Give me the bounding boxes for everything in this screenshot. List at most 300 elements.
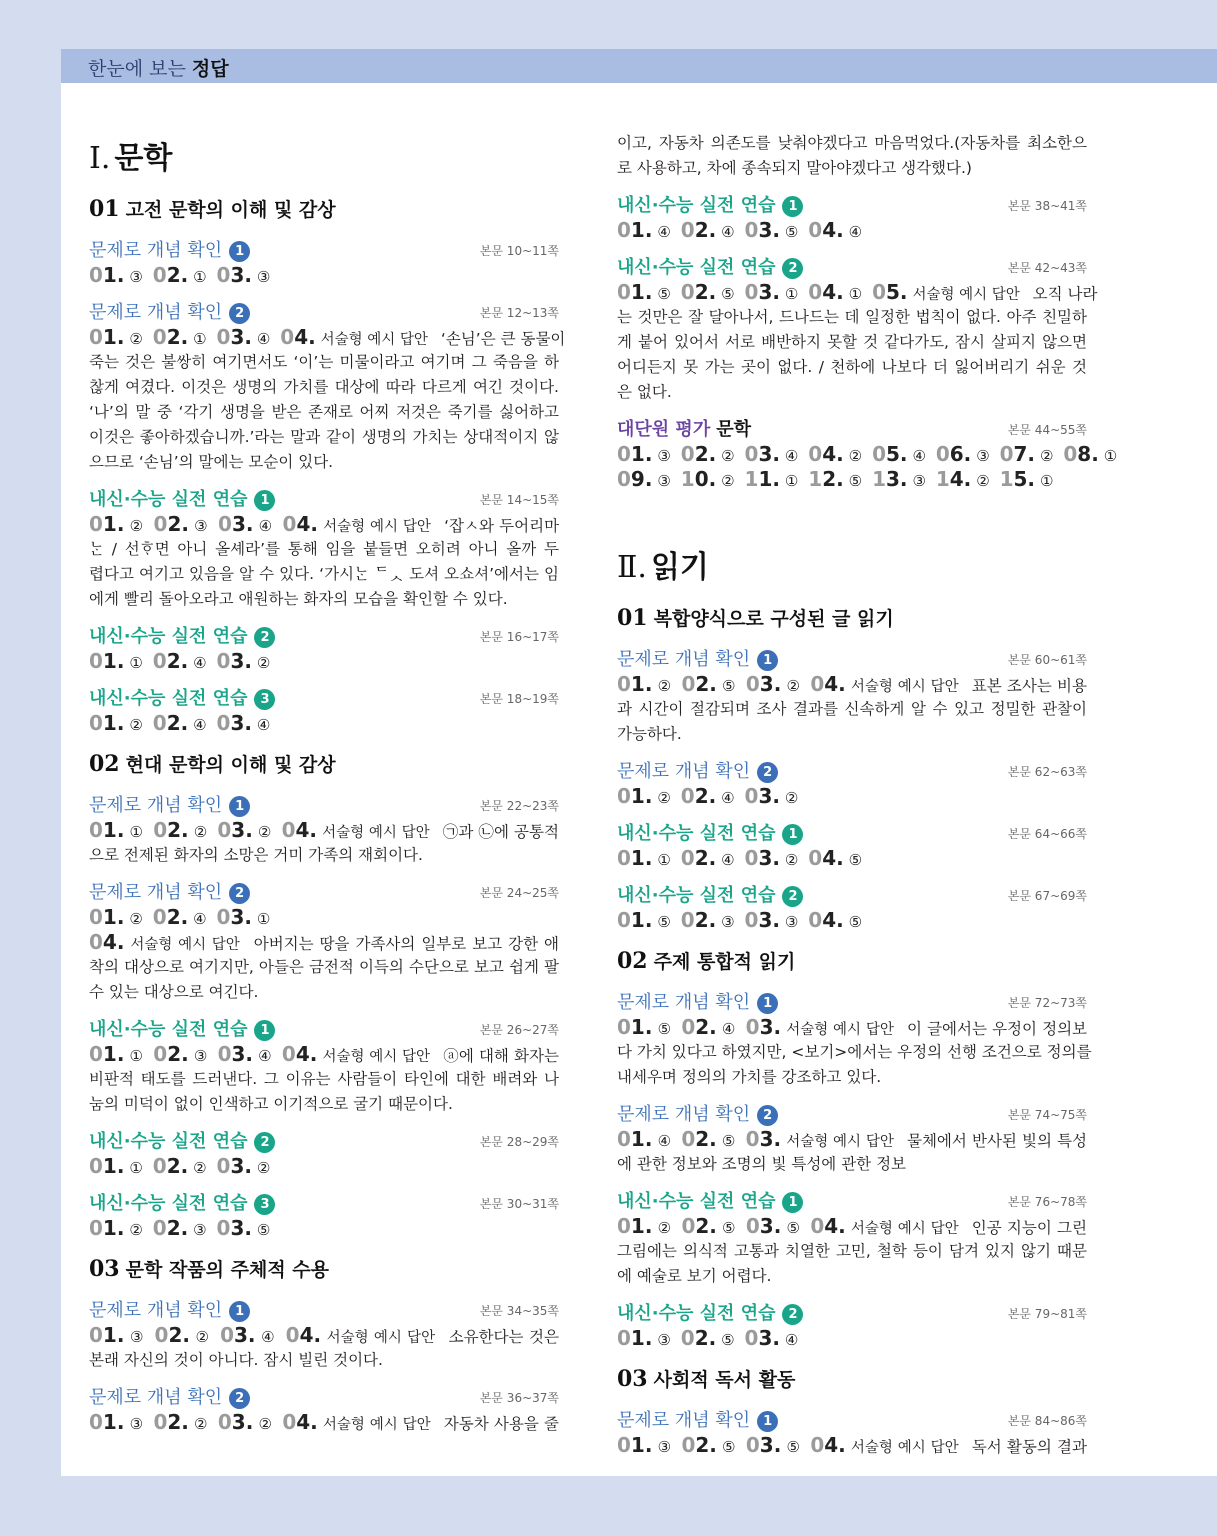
question-number: 01. [89, 1410, 125, 1434]
question-number: 02. [680, 280, 717, 304]
number-badge: 2 [229, 883, 250, 904]
section-heading [617, 1365, 1087, 1392]
question-number: 01. [89, 1154, 125, 1178]
question-number-digit-light: 0 [744, 442, 759, 466]
question-number-digit-light: 0 [808, 280, 823, 304]
question-number: 01. [89, 263, 125, 287]
question-number-digit-light: 0 [744, 280, 759, 304]
question-number-digit-light: 0 [617, 784, 631, 808]
subsection-label: 대단원 평가 [617, 419, 711, 440]
question-number: 01. [617, 218, 653, 242]
answer-line [89, 1067, 559, 1092]
question-number: 03. [216, 1154, 252, 1178]
answer-choice: ④ [258, 1047, 272, 1065]
answer-line [89, 512, 559, 537]
answer-text: 가능하다. [617, 725, 682, 743]
answer-line [617, 722, 1087, 747]
answer-text: 내세우며 정의의 가치를 강조하고 있다. [617, 1068, 882, 1086]
subsection-label: 내신·수능 실전 연습 [617, 885, 776, 906]
part-title [617, 542, 1087, 586]
answer-line [617, 218, 1087, 243]
answer-text: 이것은 좋아하겠습니까.’라는 말과 같이 생명의 가치는 상대적이지 않 [89, 428, 559, 446]
subsection-label: 내신·수능 실전 연습 [89, 626, 248, 647]
answer-choice: ⑤ [722, 1438, 736, 1456]
question-number-digit-light: 0 [89, 1042, 103, 1066]
answer-choice: ⑤ [721, 285, 735, 303]
answer-choice: ② [657, 1219, 672, 1237]
number-badge: 2 [254, 1132, 275, 1153]
question-number-digit-light: 0 [89, 1154, 103, 1178]
question-number: 03. [745, 672, 782, 696]
answer-line [617, 355, 1087, 380]
question-number: 02. [681, 1127, 717, 1151]
question-number: 02. [153, 818, 189, 842]
answer-choice: ③ [129, 1328, 145, 1346]
question-number: 01. [617, 280, 653, 304]
answer-line [617, 1152, 1087, 1177]
question-number-digit-light: 0 [89, 1216, 103, 1240]
answer-choice: ③ [657, 447, 671, 465]
question-number: 01. [617, 1127, 653, 1151]
part-title [89, 133, 559, 177]
question-number-digit-light: 0 [999, 442, 1014, 466]
question-number: 04. [282, 512, 318, 536]
answer-text: 렵다고 여기고 있음을 알 수 있다. ‘가시ᄂᆞᆫ ᄃᆺ 도셔 오쇼셔’에서는 임 [89, 565, 559, 583]
question-number: 05. [872, 280, 908, 304]
question-number: 01. [89, 711, 125, 735]
page-reference: 본문 84~86쪽 [1007, 1414, 1087, 1428]
number-badge: 2 [229, 303, 250, 324]
answer-text: 게 붙어 있어서 서로 배반하지 못할 것 같다가도, 잠시 살피지 않으면 [617, 333, 1087, 351]
essay-tag: 서술형 예시 답안 [322, 825, 430, 841]
question-number: 03. [744, 442, 780, 466]
answer-choice: ③ [256, 268, 271, 286]
answer-line [617, 305, 1087, 330]
answer-choice: ① [1039, 472, 1054, 490]
section-title: 현대 문학의 이해 및 감상 [125, 754, 336, 776]
question-number: 07. [999, 442, 1036, 466]
page-reference: 본문 72~73쪽 [1007, 996, 1087, 1010]
question-number: 01. [617, 1214, 653, 1238]
question-number: 02. [680, 218, 717, 242]
subsection-heading [617, 819, 1087, 846]
question-number: 04. [280, 325, 316, 349]
question-number-digit-light: 0 [808, 846, 823, 870]
question-number-digit-light: 0 [680, 1326, 695, 1350]
question-number-digit-light: 0 [681, 1015, 696, 1039]
question-number: 03. [217, 818, 253, 842]
question-number: 03. [744, 908, 780, 932]
subsection-label: 내신·수능 실전 연습 [617, 823, 776, 844]
subsection-heading [89, 485, 559, 512]
question-number-digit-light: 0 [617, 442, 631, 466]
answer-text: 눔의 미덕이 없이 인색하고 이기적으로 굴기 때문이다. [89, 1095, 453, 1113]
answer-text: ‘나’의 말 중 ‘각기 생명을 받은 존재로 어찌 저것은 죽기를 싫어하고 [89, 403, 559, 421]
question-number: 04. [282, 1410, 318, 1434]
answer-choice: ① [848, 285, 863, 303]
subsection-label: 내신·수능 실전 연습 [617, 257, 776, 278]
subsection-label: 내신·수능 실전 연습 [617, 1191, 776, 1212]
question-number-digit-light: 0 [153, 818, 168, 842]
question-number: 04. [808, 846, 844, 870]
question-number: 02. [680, 908, 717, 932]
answer-line [617, 1065, 1087, 1090]
question-number: 03. [745, 1015, 782, 1039]
answer-line [617, 467, 1087, 492]
question-number-digit-light: 0 [152, 325, 167, 349]
answer-choice: ② [786, 677, 801, 695]
number-badge: 1 [229, 1301, 250, 1322]
question-number-digit-light: 0 [152, 649, 167, 673]
question-number-digit-light: 1 [999, 467, 1014, 491]
answer-line [617, 380, 1087, 405]
answer-choice: ① [129, 1047, 144, 1065]
answer-choice: ④ [657, 1132, 672, 1150]
question-number: 02. [681, 1214, 717, 1238]
page-reference: 본문 14~15쪽 [479, 493, 559, 507]
subsection-label: 문제로 개념 확인 [89, 795, 223, 816]
question-number-digit-light: 0 [89, 818, 103, 842]
question-number-digit-light: 0 [745, 1433, 760, 1457]
answer-line [89, 325, 566, 350]
answer-choice: ① [193, 330, 207, 348]
question-number-digit-light: 0 [745, 1214, 760, 1238]
answer-choice: ④ [256, 330, 271, 348]
essay-tag: 서술형 예시 답안 [786, 1022, 894, 1038]
subsection-heading [617, 881, 1087, 908]
question-number: 02. [153, 512, 189, 536]
number-badge: 3 [254, 1194, 275, 1215]
answer-line [617, 1239, 1087, 1264]
subsection-heading [89, 1189, 559, 1216]
answer-line [617, 280, 1098, 305]
question-number-digit-light: 0 [810, 1214, 825, 1238]
answer-line [89, 1042, 559, 1067]
answer-choice: ② [129, 910, 143, 928]
answer-line [617, 156, 1087, 181]
answer-line [617, 1127, 1087, 1152]
section-number: 03 [617, 1366, 648, 1392]
header-title [88, 54, 229, 81]
answer-line [89, 980, 559, 1005]
number-badge: 2 [229, 1388, 250, 1409]
question-number-digit-light: 0 [217, 1410, 232, 1434]
page-reference: 본문 36~37쪽 [479, 1391, 559, 1405]
answer-text: 비판적 태도를 드러낸다. 그 이유는 사람들이 타인에 대한 배려와 나 [89, 1070, 559, 1088]
section-number: 01 [89, 196, 120, 222]
answer-text: 에 예술로 보기 어렵다. [617, 1267, 772, 1285]
answer-text: 아버지는 땅을 가족사의 일부로 보고 강한 애 [253, 935, 559, 953]
question-number-digit-light: 0 [744, 1326, 759, 1350]
subsection-label: 문제로 개념 확인 [617, 992, 751, 1013]
question-number-digit-light: 0 [744, 218, 759, 242]
question-number: 04. [281, 1042, 318, 1066]
question-number: 03. [745, 1433, 782, 1457]
question-number: 03. [216, 649, 252, 673]
answer-text: 에게 빨리 돌아오라고 애원하는 화자의 모습을 확인할 수 있다. [89, 590, 508, 608]
question-number-digit-light: 0 [617, 672, 631, 696]
question-number: 03. [744, 218, 780, 242]
number-badge: 1 [757, 1411, 778, 1432]
question-number: 01. [617, 1433, 653, 1457]
answer-choice: ⑤ [722, 1219, 736, 1237]
section-heading [89, 750, 559, 777]
question-number-digit-light: 0 [217, 818, 232, 842]
subsection-heading [89, 1296, 559, 1323]
answer-text: 으로 전제된 화자의 소망은 거미 가족의 재회이다. [89, 846, 423, 864]
answer-line [89, 1410, 559, 1435]
answer-text: 자동차 사용을 줄 [443, 1415, 559, 1433]
subsection-label: 문제로 개념 확인 [89, 1387, 223, 1408]
question-number: 01. [617, 784, 653, 808]
subsection-label: 내신·수능 실전 연습 [89, 1019, 248, 1040]
number-badge: 1 [782, 824, 803, 845]
answer-choice: ⑤ [786, 1219, 801, 1237]
answer-choice: ① [129, 1159, 143, 1177]
answer-choice: ⑤ [657, 913, 671, 931]
question-number: 03. [745, 1214, 782, 1238]
answer-choice: ④ [721, 851, 735, 869]
answer-page [61, 83, 1217, 1476]
question-number-digit-light: 0 [872, 280, 886, 304]
answer-line [89, 818, 559, 843]
answer-text: 이고, 자동차 의존도를 낮춰야겠다고 마음먹었다.(자동차를 최소한으 [617, 134, 1087, 152]
subsection-heading [89, 622, 559, 649]
question-number: 02. [152, 711, 189, 735]
question-number-digit-light: 0 [216, 1154, 231, 1178]
answer-choice: ② [256, 1159, 271, 1177]
question-number: 01. [617, 908, 653, 932]
question-number-digit-light: 0 [89, 649, 103, 673]
question-number: 04. [810, 672, 846, 696]
answer-text: 표본 조사는 비용 [971, 677, 1087, 695]
question-number-digit-light: 0 [617, 280, 631, 304]
question-number: 03. [216, 263, 252, 287]
answer-line [617, 330, 1087, 355]
question-number-digit-light: 0 [152, 1154, 167, 1178]
subsection-label: 내신·수능 실전 연습 [89, 1131, 248, 1152]
answer-line [89, 955, 559, 980]
page-reference: 본문 79~81쪽 [1007, 1307, 1087, 1321]
answer-choice: ② [721, 472, 735, 490]
question-number: 14. [935, 467, 972, 491]
answer-text: ⓐ에 대해 화자는 [443, 1047, 559, 1065]
question-number-digit-light: 0 [216, 711, 231, 735]
answer-choice: ② [129, 1221, 143, 1239]
subsection-heading [617, 1406, 1087, 1433]
answer-choice: ③ [194, 517, 208, 535]
page-reference: 본문 60~61쪽 [1007, 653, 1087, 667]
question-number-digit-light: 0 [744, 784, 759, 808]
answer-choice: ④ [721, 789, 735, 807]
page-reference: 본문 64~66쪽 [1007, 827, 1087, 841]
answer-choice: ⑤ [784, 223, 799, 241]
question-number-digit-light: 1 [872, 467, 886, 491]
part-name: 문학 [114, 141, 173, 176]
answer-line [89, 1092, 559, 1117]
question-number: 01. [89, 818, 125, 842]
answer-text: ㉠과 ㉡에 공통적 [442, 823, 559, 841]
answer-text: 물체에서 반사된 빛의 특성 [906, 1132, 1088, 1150]
question-number-digit-light: 0 [154, 1323, 169, 1347]
question-number: 01. [617, 442, 653, 466]
question-number: 15. [999, 467, 1036, 491]
answer-choice: ④ [193, 654, 207, 672]
essay-tag: 서술형 예시 답안 [322, 1417, 431, 1433]
question-number: 09. [617, 467, 653, 491]
answer-choice: ② [256, 654, 271, 672]
answer-choice: ② [784, 789, 799, 807]
subsection-label: 문제로 개념 확인 [617, 1104, 751, 1125]
answer-choice: ④ [256, 716, 271, 734]
answer-choice: ② [257, 823, 272, 841]
subsection-label: 문제로 개념 확인 [89, 302, 223, 323]
answer-choice: ⑤ [657, 285, 671, 303]
left-column [89, 83, 566, 1435]
question-number-digit-light: 0 [281, 1042, 296, 1066]
number-badge: 1 [782, 196, 803, 217]
number-badge: 3 [254, 689, 275, 710]
question-number: 02. [152, 649, 189, 673]
question-number: 01. [617, 846, 653, 870]
question-number-digit-light: 0 [808, 218, 823, 242]
question-number-digit-light: 0 [680, 908, 695, 932]
answer-line [89, 905, 559, 930]
question-number: 02. [154, 1323, 190, 1347]
section-title: 고전 문학의 이해 및 감상 [125, 199, 336, 221]
answer-choice: ③ [657, 1331, 671, 1349]
answer-line [617, 1214, 1087, 1239]
question-number-digit-light: 0 [216, 325, 231, 349]
answer-line [617, 1326, 1087, 1351]
question-number: 13. [872, 467, 908, 491]
question-number: 02. [152, 325, 189, 349]
essay-tag: 서술형 예시 답안 [850, 1221, 959, 1237]
question-number-digit-light: 0 [617, 1015, 631, 1039]
question-number: 02. [680, 846, 717, 870]
answer-line [89, 562, 559, 587]
question-number: 03. [217, 1410, 254, 1434]
page-reference: 본문 62~63쪽 [1007, 765, 1087, 779]
part-roman: Ⅱ. [617, 550, 647, 585]
question-number: 02. [680, 1326, 717, 1350]
question-number: 03. [216, 711, 252, 735]
answer-line [617, 784, 1087, 809]
answer-text: 착의 대상으로 여기지만, 아들은 금전적 이득의 수단으로 보고 쉽게 팔 [89, 958, 559, 976]
number-badge: 1 [782, 1192, 803, 1213]
answer-line [89, 350, 559, 375]
question-number-digit-light: 0 [745, 1015, 760, 1039]
answer-choice: ③ [129, 268, 143, 286]
question-number-digit-light: 0 [680, 280, 695, 304]
answer-choice: ⑤ [848, 851, 863, 869]
page-reference: 본문 18~19쪽 [479, 692, 559, 706]
subsection-heading [89, 684, 559, 711]
answer-choice: ③ [129, 1415, 144, 1433]
answer-choice: ① [784, 472, 799, 490]
answer-choice: ② [193, 1159, 207, 1177]
question-number-digit-light: 0 [680, 218, 695, 242]
answer-choice: ② [657, 789, 671, 807]
subsection-heading [617, 988, 1087, 1015]
subsection-heading [89, 298, 559, 325]
subsection-heading [89, 791, 559, 818]
subsection-heading [89, 1015, 559, 1042]
page-reference: 본문 38~41쪽 [1007, 199, 1087, 213]
answer-line [617, 672, 1087, 697]
question-number-digit-light: 0 [1063, 442, 1078, 466]
section-title: 복합양식으로 구성된 글 읽기 [653, 608, 894, 630]
question-number: 02. [681, 672, 717, 696]
page-reference: 본문 12~13쪽 [479, 306, 559, 320]
answer-choice: ① [784, 285, 799, 303]
answer-choice: ② [258, 1415, 273, 1433]
question-number: 01. [89, 1323, 125, 1347]
question-number: 02. [152, 905, 189, 929]
section-number: 03 [89, 1256, 120, 1282]
answer-line [89, 587, 559, 612]
question-number: 01. [89, 649, 125, 673]
answer-choice: ③ [193, 1221, 207, 1239]
question-number-digit-light: 0 [810, 1433, 825, 1457]
question-number: 04. [285, 1323, 322, 1347]
answer-text: 수 있는 대상으로 여긴다. [89, 983, 259, 1001]
question-number-digit-light: 0 [680, 442, 695, 466]
page-reference: 본문 16~17쪽 [479, 630, 559, 644]
answer-choice: ② [194, 1415, 208, 1433]
question-number-digit-light: 0 [285, 1323, 300, 1347]
subsection-heading [617, 1299, 1087, 1326]
question-number: 03. [220, 1323, 256, 1347]
question-number-digit-light: 0 [89, 905, 103, 929]
question-number: 02. [153, 1410, 189, 1434]
question-number-digit-light: 0 [220, 1323, 235, 1347]
answer-choice: ⑤ [722, 677, 736, 695]
question-number-digit-light: 0 [218, 512, 232, 536]
question-number-digit-light: 0 [617, 467, 631, 491]
question-number-digit-light: 0 [744, 908, 759, 932]
answer-choice: ④ [261, 1328, 276, 1346]
page-reference: 본문 26~27쪽 [479, 1023, 559, 1037]
question-number-digit-light: 0 [681, 672, 696, 696]
page-reference: 본문 22~23쪽 [479, 799, 559, 813]
answer-choice: ② [193, 823, 208, 841]
subsection-heading [617, 191, 1087, 218]
section-heading [89, 195, 559, 222]
number-badge: 1 [254, 490, 275, 511]
answer-text: 인공 지능이 그린 [971, 1219, 1087, 1237]
answer-choice: ④ [193, 716, 207, 734]
answer-line [617, 1015, 1087, 1040]
answer-choice: ② [1039, 447, 1054, 465]
answer-line [89, 400, 559, 425]
question-number-digit-light: 0 [617, 1214, 631, 1238]
subsection-heading [617, 1100, 1087, 1127]
essay-tag: 서술형 예시 답안 [850, 679, 959, 695]
page-reference: 본문 44~55쪽 [1007, 423, 1087, 437]
question-number: 02. [153, 1042, 189, 1066]
header-bold: 정답 [191, 58, 229, 80]
answer-choice: ① [256, 910, 271, 928]
question-number: 04. [810, 1214, 846, 1238]
section-title: 주제 통합적 읽기 [653, 951, 796, 973]
question-number-digit-light: 0 [89, 930, 103, 954]
answer-choice: ④ [784, 1331, 799, 1349]
answer-choice: ⑤ [848, 913, 863, 931]
answer-choice: ① [193, 268, 207, 286]
answer-text: 로 사용하고, 차에 종속되지 말아야겠다고 생각했다.) [617, 159, 972, 177]
question-number: 01. [89, 1216, 125, 1240]
